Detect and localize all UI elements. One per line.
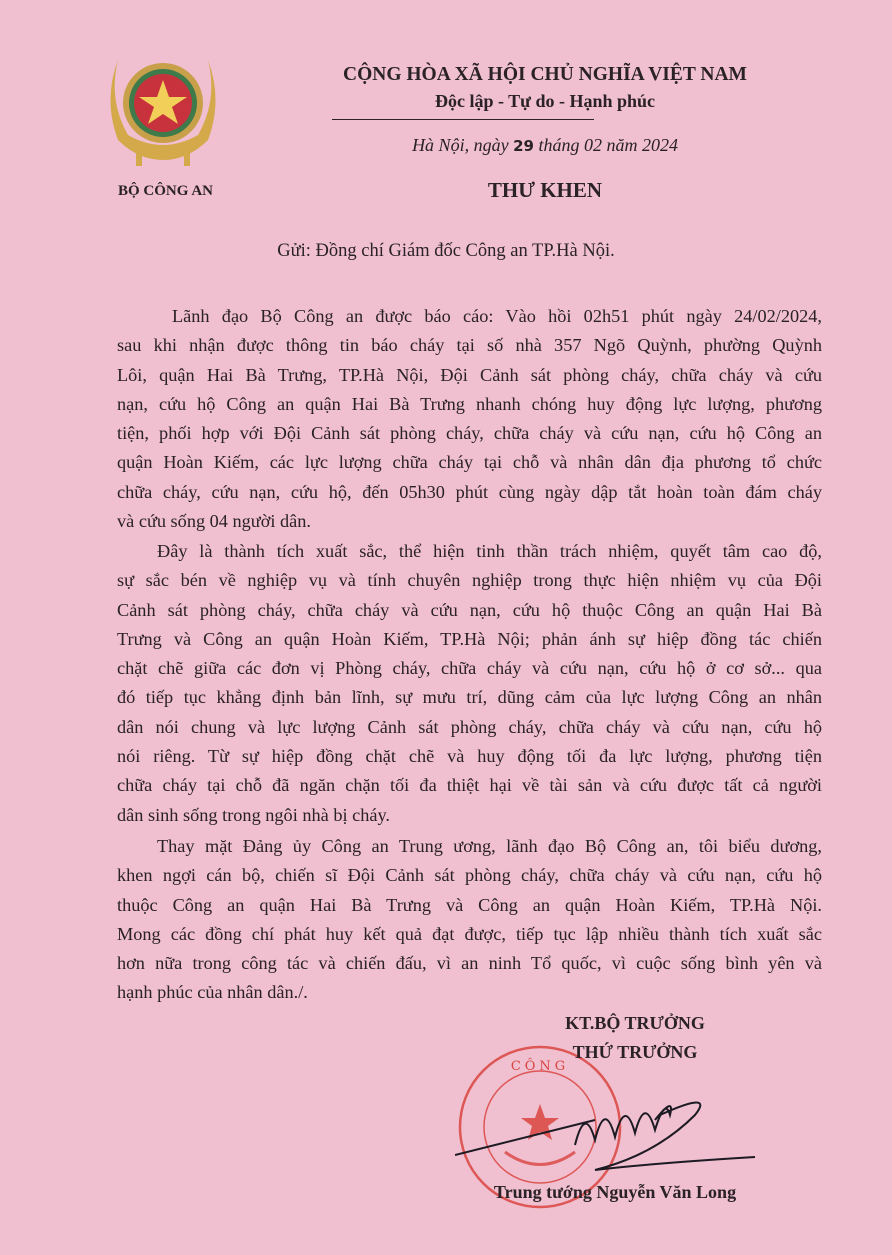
text-line: hơn nữa trong công tác và chiến đấu, vì an ninh Tổ quốc, vì cuộc sống bình yên và	[117, 953, 822, 974]
place-date	[245, 135, 845, 156]
paragraph-2	[117, 537, 822, 830]
date-day: 29	[513, 137, 534, 155]
text-line: chặt chẽ giữa các đơn vị Phòng cháy, chữa cháy và cứu nạn, cứu hộ ở cơ sở... qua	[117, 658, 822, 679]
text-line: Lôi, quận Hai Bà Trưng, TP.Hà Nội, Đội Cảnh sát phòng cháy, chữa cháy và cứu	[117, 364, 822, 385]
national-title: CỘNG HÒA XÃ HỘI CHỦ NGHĨA VIỆT NAM	[343, 64, 747, 85]
signer-position: THỨ TRƯỞNG	[572, 1042, 698, 1062]
text-line: quận Hoàn Kiếm, các lực lượng chữa cháy tại chỗ và nhân dân địa phương tổ chức	[117, 452, 822, 473]
date-prefix: Hà Nội, ngày	[412, 135, 509, 155]
text-line: chữa cháy, cứu nạn, cứu hộ, đến 05h30 phút cùng ngày dập tắt hoàn toàn đám cháy	[117, 481, 822, 502]
document-title: THƯ KHEN	[487, 178, 603, 202]
motto-underline	[332, 119, 594, 120]
text-line: Cảnh sát phòng cháy, chữa cháy và cứu nạn, cứu hộ thuộc Công an quận Hai Bà	[117, 599, 822, 620]
signer-on-behalf: KT.BỘ TRƯỞNG	[565, 1013, 705, 1033]
text-line: Mong các đồng chí phát huy kết quả đạt được, tiếp tục lập nhiều thành tích xuất sắc	[117, 923, 822, 944]
text-line: sự sắc bén về nghiệp vụ và tính chuyên nghiệp trong thực hiện nhiệm vụ của Đội	[117, 570, 822, 591]
paragraph-3	[117, 832, 822, 1008]
svg-text:CÔNG: CÔNG	[510, 1059, 570, 1074]
text-line: hạnh phúc của nhân dân./.	[117, 982, 308, 1003]
text-line: Đây là thành tích xuất sắc, thể hiện tinh thần trách nhiệm, quyết tâm cao độ,	[157, 541, 822, 561]
text-line: tiện, phối hợp với Đội Cảnh sát phòng cháy, chữa cháy và cứu nạn, cứu hộ Công an	[117, 423, 822, 444]
text-line: chữa cháy tại chỗ đã ngăn chặn tối đa thiệt hại về tài sản và cứu được tất cả người	[117, 775, 822, 796]
signer-name: Trung tướng Nguyễn Văn Long	[493, 1182, 737, 1202]
text-line: khen ngợi cán bộ, chiến sĩ Đội Cảnh sát phòng cháy, chữa cháy và cứu nạn, cứu hộ	[117, 865, 822, 886]
police-emblem-icon	[98, 40, 228, 175]
signature-scribble	[455, 1075, 765, 1185]
organization-name: BỘ CÔNG AN	[117, 183, 213, 199]
paragraph-1	[117, 302, 822, 536]
text-line: sau khi nhận được thông tin báo cháy tại số nhà 357 Ngõ Quỳnh, phường Quỳnh	[117, 335, 822, 356]
text-line: Lãnh đạo Bộ Công an được báo cáo: Vào hồi 02h51 phút ngày 24/02/2024,	[172, 306, 822, 326]
national-motto: Độc lập - Tự do - Hạnh phúc	[434, 91, 656, 111]
text-line: Thay mặt Đảng ủy Công an Trung ương, lãnh đạo Bộ Công an, tôi biểu dương,	[157, 836, 822, 856]
text-line: thuộc Công an quận Hai Bà Trưng và Công an quận Hoàn Kiếm, TP.Hà Nội.	[117, 894, 822, 915]
text-line: dân nói chung và lực lượng Cảnh sát phòng cháy, chữa cháy và cứu nạn, cứu hộ	[117, 716, 822, 737]
text-line: nói riêng. Từ sự hiệp đồng chặt chẽ và huy động tối đa lực lượng, phương tiện	[117, 746, 822, 767]
text-line: đó tiếp tục khẳng định bản lĩnh, sự mưu trí, dũng cảm của lực lượng Công an nhân	[117, 687, 822, 708]
text-line: và cứu sống 04 người dân.	[117, 511, 311, 532]
recipient: Gửi: Đồng chí Giám đốc Công an TP.Hà Nội.	[277, 241, 615, 261]
text-line: Trưng và Công an quận Hoàn Kiếm, TP.Hà Nội; phản ánh sự hiệp đồng tác chiến	[117, 628, 822, 649]
text-line: nạn, cứu hộ Công an quận Hai Bà Trưng nhanh chóng huy động lực lượng, phương	[117, 393, 822, 414]
date-suffix: tháng 02 năm 2024	[538, 135, 678, 155]
text-line: dân sinh sống trong ngôi nhà bị cháy.	[117, 804, 390, 825]
